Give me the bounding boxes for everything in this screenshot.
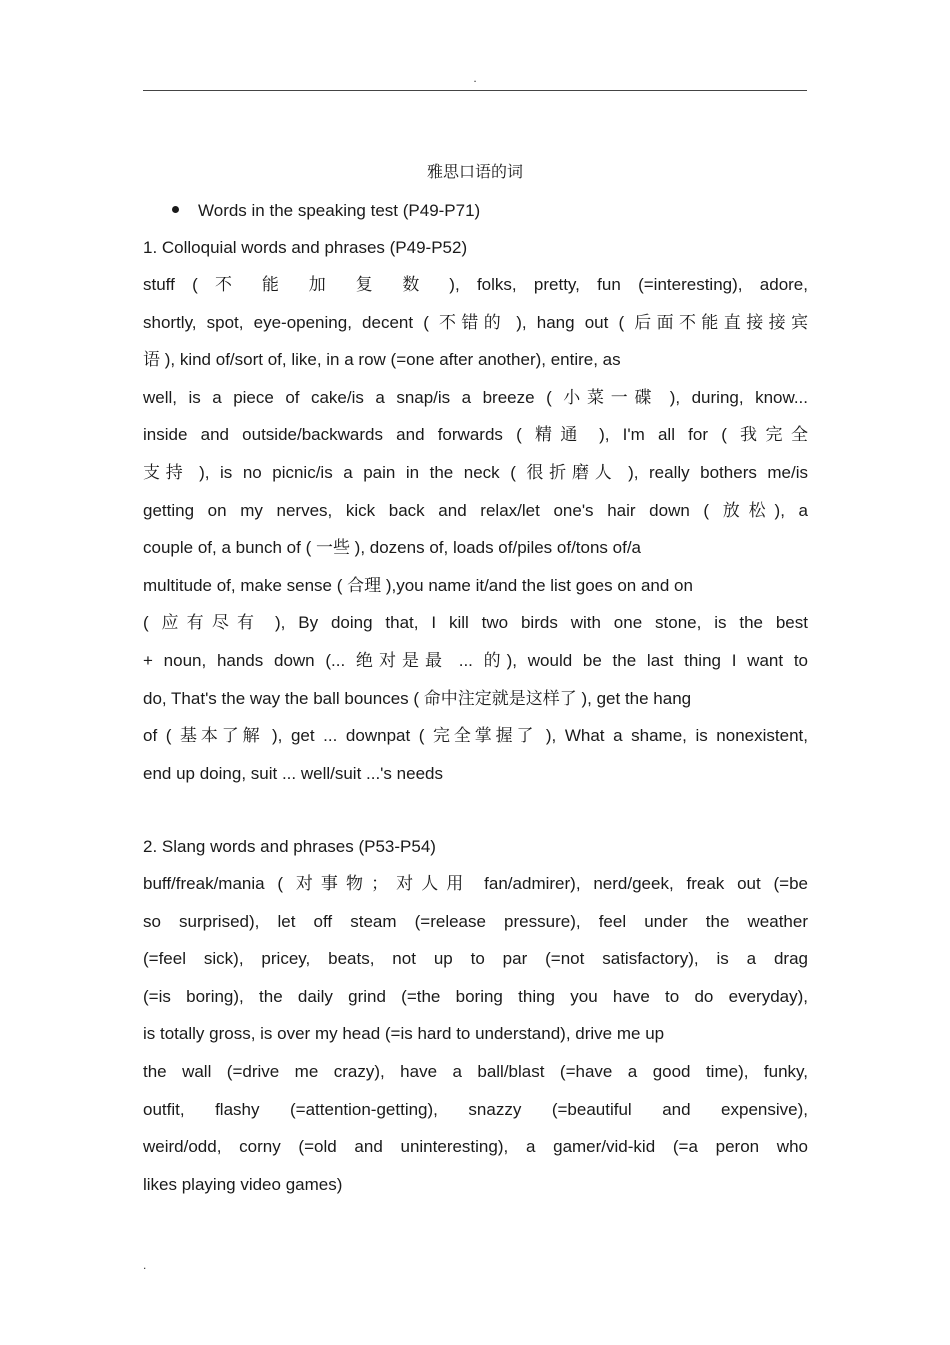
section-body (143, 872, 808, 1210)
text-line: well, is a piece of cake/is a snap/is a breeze ( 小菜一碟 ), during, know... (143, 387, 808, 407)
section-heading: 1. Colloquial words and phrases (P49-P52) (143, 238, 468, 257)
bullet-text: Words in the speaking test (P49-P71) (198, 201, 481, 220)
text-line: shortly, spot, eye-opening, decent ( 不错的 ), hang out ( 后面不能直接接宾 (143, 312, 808, 332)
text-line: 支持 ), is no picnic/is a pain in the neck ( 很折磨人 ), really bothers me/is (143, 462, 808, 482)
text-line: getting on my nerves, kick back and relax/let one's hair down ( 放松), a (143, 500, 808, 520)
header-rule (143, 90, 807, 91)
text-line: 语 ), kind of/sort of, like, in a row (=one after another), entire, as (143, 350, 621, 370)
text-line: couple of, a bunch of ( 一些 ), dozens of, loads of/piles of/tons of/a (143, 538, 642, 558)
text-line: (=feel sick), pricey, beats, not up to par (=not satisfactory), is a drag (143, 949, 808, 969)
section-body (143, 273, 808, 799)
text-line: the wall (=drive me crazy), have a ball/blast (=have a good time), funky, (143, 1061, 808, 1081)
text-line: ( 应有尽有 ), By doing that, I kill two birds with one stone, is the best (143, 613, 808, 633)
document-title: 雅思口语的词 (426, 162, 523, 181)
text-line: buff/freak/mania ( 对事物；对人用 fan/admirer), nerd/geek, freak out (=be (143, 874, 808, 893)
text-line: (=is boring), the daily grind (=the boring thing you have to do everyday), (143, 986, 808, 1006)
text-line: inside and outside/backwards and forwards ( 精通 ), I'm all for ( 我完全 (143, 425, 808, 445)
bullet-item (172, 199, 480, 223)
header-mark: . (473, 71, 477, 85)
section-colloquial (143, 236, 808, 799)
text-line: stuff ( 不 能 加 复 数 ), folks, pretty, fun (=interesting), adore, (143, 275, 808, 294)
text-line: + noun, hands down (... 绝对是最 ... 的), would be the last thing I want to (143, 650, 808, 670)
text-line: is totally gross, is over my head (=is hard to understand), drive me up (143, 1024, 665, 1044)
section-heading: 2. Slang words and phrases (P53-P54) (143, 837, 436, 856)
text-line: outfit, flashy (=attention-getting), snazzy (=beautiful and expensive), (143, 1099, 808, 1119)
text-line: do, That's the way the ball bounces ( 命中注定就是这样了 ), get the hang (143, 688, 692, 708)
text-line: multitude of, make sense ( 合理 ),you name it/and the list goes on and on (143, 575, 693, 595)
text-line: of ( 基本了解 ), get ... downpat ( 完全掌握了 ), What a shame, is nonexistent, (143, 726, 808, 746)
bullet-icon (172, 206, 179, 213)
text-line: end up doing, suit ... well/suit ...'s needs (143, 763, 443, 783)
text-line: likes playing video games) (143, 1174, 343, 1194)
section-slang (143, 835, 808, 1210)
footer-mark: . (143, 1258, 147, 1272)
text-line: so surprised), let off steam (=release pressure), feel under the weather (143, 911, 808, 931)
text-line: weird/odd, corny (=old and uninteresting), a gamer/vid-kid (=a peron who (143, 1137, 808, 1157)
